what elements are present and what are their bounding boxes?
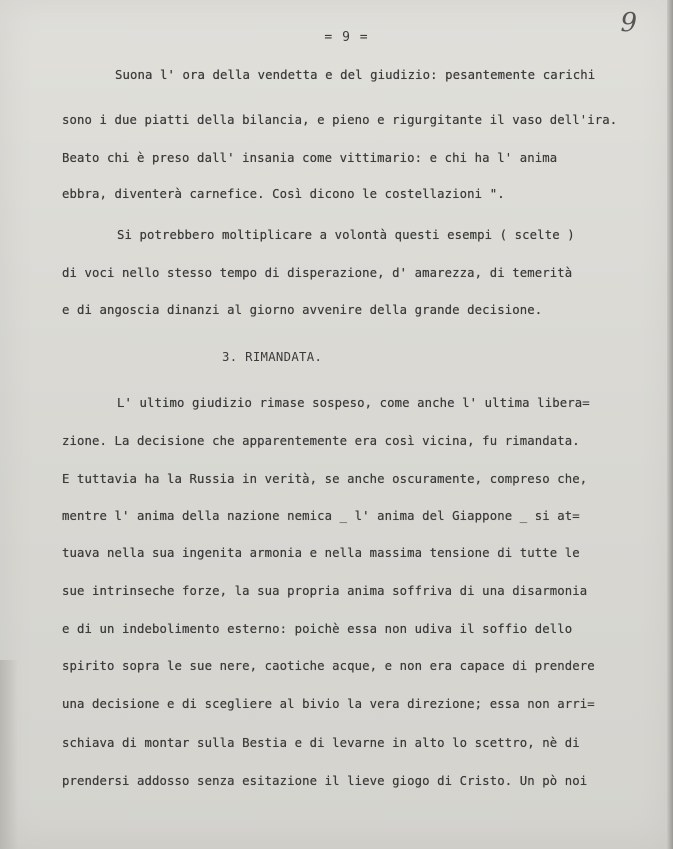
text-line: una decisione e di scegliere al bivio la vera direzione; essa non arri= <box>62 697 595 711</box>
text-line: L' ultimo giudizio rimase sospeso, come anche l' ultima libera= <box>117 396 590 410</box>
text-line: tuava nella sua ingenita armonia e nella massima tensione di tutte le <box>62 546 580 560</box>
text-line: Si potrebbero moltiplicare a volontà questi esempi ( scelte ) <box>117 228 575 242</box>
text-line: schiava di montar sulla Bestia e di levarne in alto lo scettro, nè di <box>62 736 580 750</box>
text-line: sono i due piatti della bilancia, e pieno e rigurgitante il vaso dell'ira. <box>62 113 618 127</box>
text-line: e di un indebolimento esterno: poichè essa non udiva il soffio dello <box>62 622 573 636</box>
text-line: ebbra, diventerà carnefice. Così dicono le costellazioni ". <box>62 187 505 201</box>
section-heading: 3. RIMANDATA. <box>222 350 323 364</box>
text-line: E tuttavia ha la Russia in verità, se anche oscuramente, compreso che, <box>62 472 588 486</box>
text-line: di voci nello stesso tempo di disperazione, d' amarezza, di temerità <box>62 266 573 280</box>
page-right-edge <box>667 0 673 849</box>
text-line: prendersi addosso senza esitazione il lieve giogo di Cristo. Un pò noi <box>62 774 588 788</box>
text-line: zione. La decisione che apparentemente era così vicina, fu rimandata. <box>62 434 580 448</box>
text-line: e di angoscia dinanzi al giorno avvenire della grande decisione. <box>62 303 543 317</box>
handwritten-folio-number: 9 <box>620 8 637 38</box>
page-number: = 9 = <box>324 30 369 45</box>
text-line: sue intrinseche forze, la sua propria anima soffriva di una disarmonia <box>62 584 588 598</box>
page-left-shadow <box>0 660 18 849</box>
text-line: spirito sopra le sue nere, caotiche acque, e non era capace di prendere <box>62 659 595 673</box>
text-line: Suona l' ora della vendetta e del giudizio: pesantemente carichi <box>115 68 596 82</box>
text-line: mentre l' anima della nazione nemica _ l' anima del Giappone _ si at= <box>62 509 580 523</box>
text-line: Beato chi è preso dall' insania come vittimario: e chi ha l' anima <box>62 151 558 165</box>
